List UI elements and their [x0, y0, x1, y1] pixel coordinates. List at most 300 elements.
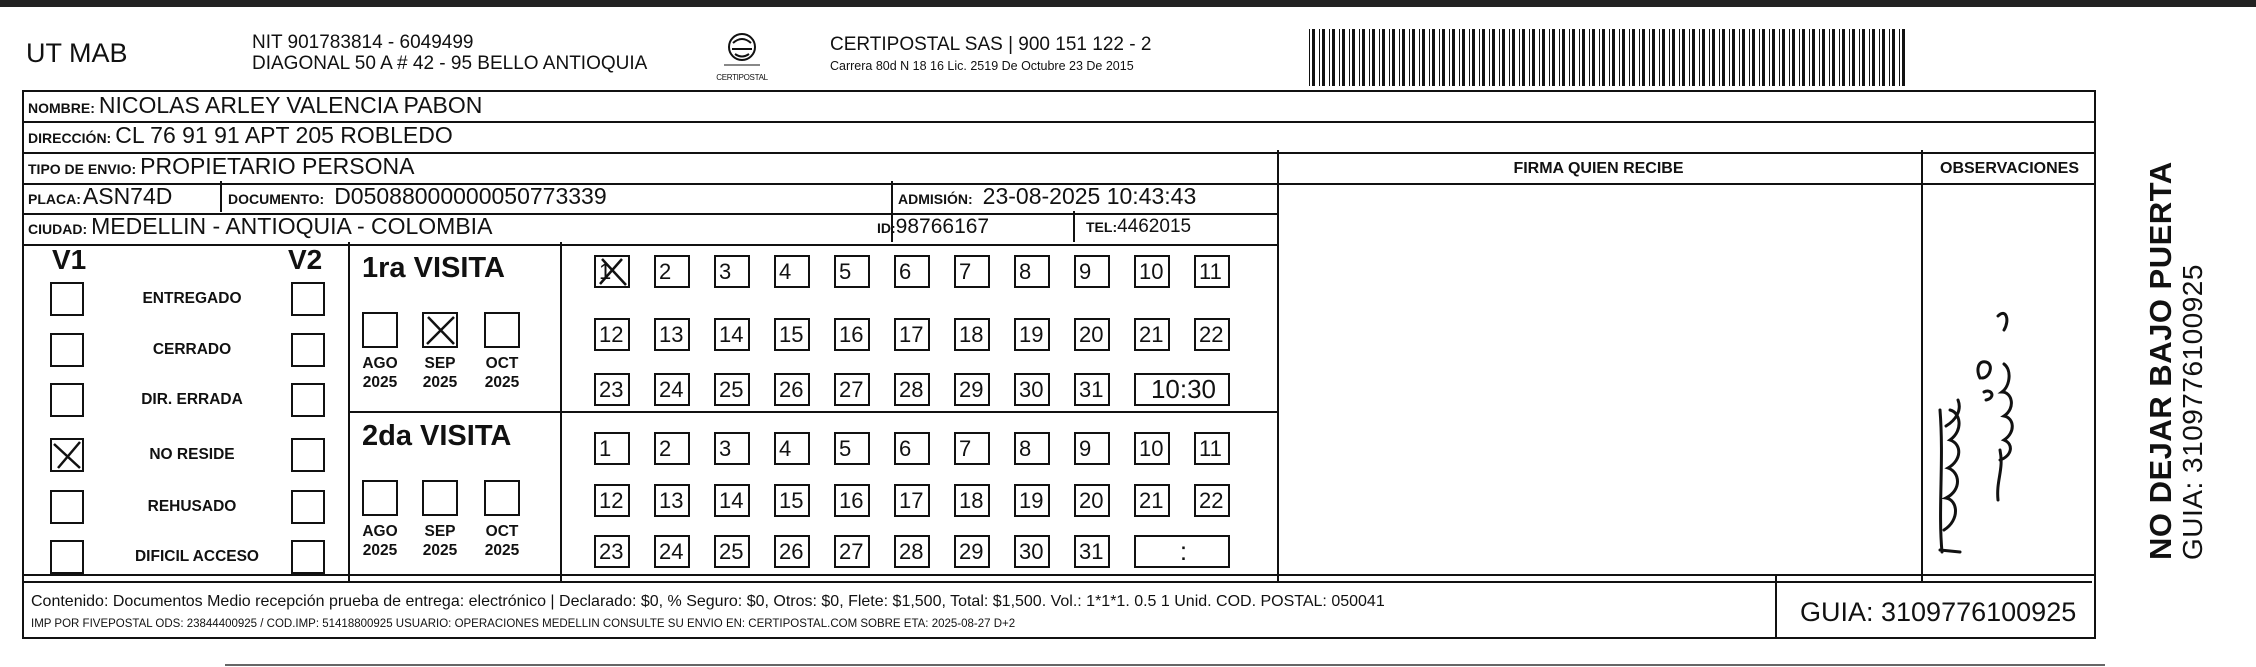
- barcode-bar: [1879, 29, 1880, 86]
- day-number: 19: [1019, 488, 1044, 513]
- status-label: ENTREGADO: [142, 290, 242, 307]
- day-number: 4: [779, 436, 792, 461]
- barcode-bar: [1379, 29, 1380, 86]
- barcode-bar: [1332, 29, 1335, 86]
- day-box[interactable]: [954, 484, 990, 517]
- day-box[interactable]: [654, 535, 690, 568]
- barcode-bar: [1762, 29, 1765, 86]
- barcode-bar: [1602, 29, 1605, 86]
- barcode-bar: [1412, 29, 1415, 86]
- second-visit-time[interactable]: :: [1134, 535, 1230, 568]
- day-number: 7: [959, 259, 972, 284]
- day-box[interactable]: [594, 255, 630, 288]
- day-box[interactable]: [834, 432, 870, 465]
- barcode-bar: [1702, 29, 1705, 86]
- barcode-bar: [1802, 29, 1805, 86]
- day-number: 1: [599, 436, 612, 461]
- day-box[interactable]: [834, 255, 870, 288]
- certipostal-logo: [712, 29, 772, 85]
- barcode-bar: [1622, 29, 1625, 86]
- day-box[interactable]: [954, 373, 990, 406]
- day-box[interactable]: [774, 535, 810, 568]
- day-number: 20: [1079, 488, 1104, 513]
- day-box[interactable]: [714, 255, 750, 288]
- day-number: 2: [659, 259, 672, 284]
- barcode-bar: [1752, 29, 1755, 86]
- day-box[interactable]: [894, 535, 930, 568]
- day-box[interactable]: [954, 535, 990, 568]
- barcode-bar: [1482, 29, 1485, 86]
- month-checkbox[interactable]: [422, 312, 458, 348]
- barcode-bar: [1449, 29, 1450, 86]
- v2-checkbox[interactable]: [291, 438, 325, 472]
- day-number: 29: [959, 539, 984, 564]
- day-box[interactable]: [1134, 255, 1170, 288]
- barcode-bar: [1392, 29, 1395, 86]
- barcode-bar: [1532, 29, 1535, 86]
- v2-label: V2: [288, 244, 323, 275]
- month-name: OCT: [485, 523, 519, 540]
- day-box[interactable]: [954, 318, 990, 351]
- day-number: 16: [839, 488, 864, 513]
- ciudad-value: MEDELLIN - ANTIOQUIA - COLOMBIA: [91, 213, 493, 239]
- barcode-bar: [1849, 29, 1850, 86]
- day-box[interactable]: [1074, 255, 1110, 288]
- day-number: 28: [899, 539, 924, 564]
- day-number: 24: [659, 377, 684, 402]
- day-box[interactable]: [1014, 255, 1050, 288]
- barcode-bar: [1542, 29, 1545, 86]
- barcode-bar: [1652, 29, 1655, 86]
- day-number: 7: [959, 436, 972, 461]
- barcode-bar: [1639, 29, 1640, 86]
- day-box[interactable]: [774, 318, 810, 351]
- day-box[interactable]: [594, 535, 630, 568]
- barcode-bar: [1529, 29, 1530, 86]
- bottom-rule: [225, 664, 2105, 666]
- observaciones-label: OBSERVACIONES: [1940, 160, 2079, 177]
- nombre-label: NOMBRE:: [28, 100, 95, 116]
- day-number: 29: [959, 377, 984, 402]
- barcode-bar: [1472, 29, 1475, 86]
- barcode-bar: [1759, 29, 1760, 86]
- day-box[interactable]: [1134, 484, 1170, 517]
- barcode-bar: [1552, 29, 1555, 86]
- day-box[interactable]: [1194, 484, 1230, 517]
- side-guia-text: GUIA: 3109776100925: [2177, 264, 2208, 560]
- day-number: 17: [899, 488, 924, 513]
- v2-checkbox[interactable]: [291, 490, 325, 524]
- company-info: [252, 32, 647, 74]
- carrier-name: CERTIPOSTAL SAS | 900 151 122 - 2: [830, 34, 1152, 55]
- day-number: 21: [1139, 322, 1164, 347]
- barcode-bar: [1619, 29, 1620, 86]
- day-number: 22: [1199, 488, 1224, 513]
- tel-value: 4462015: [1117, 216, 1192, 237]
- day-box[interactable]: [1134, 432, 1170, 465]
- barcode-bar: [1892, 29, 1895, 86]
- company-name: UT MAB: [26, 38, 128, 68]
- day-number: 13: [659, 322, 684, 347]
- status-label: NO RESIDE: [149, 446, 235, 463]
- first-visit-time[interactable]: 10:30: [1134, 373, 1230, 406]
- barcode-bar: [1572, 29, 1575, 86]
- day-box[interactable]: [654, 432, 690, 465]
- barcode-bar: [1829, 29, 1830, 86]
- month-checkbox[interactable]: [362, 312, 398, 348]
- day-box[interactable]: [654, 255, 690, 288]
- day-number: 30: [1019, 539, 1044, 564]
- direccion-label: DIRECCIÓN:: [28, 130, 112, 146]
- barcode-bar: [1869, 29, 1870, 86]
- barcode-bar: [1662, 29, 1665, 86]
- day-box[interactable]: [1194, 432, 1230, 465]
- day-number: 9: [1079, 259, 1092, 284]
- day-number: 23: [599, 539, 624, 564]
- barcode-bar: [1569, 29, 1570, 86]
- day-box[interactable]: [654, 318, 690, 351]
- month-checkbox[interactable]: [484, 312, 520, 348]
- day-box[interactable]: [714, 318, 750, 351]
- barcode-bar: [1789, 29, 1790, 86]
- barcode-bar: [1349, 29, 1350, 86]
- footer-guia: GUIA: 3109776100925: [1800, 597, 2077, 627]
- barcode-bar: [1599, 29, 1600, 86]
- barcode-bar: [1339, 29, 1340, 86]
- day-number: 16: [839, 322, 864, 347]
- day-number: 13: [659, 488, 684, 513]
- barcode: [1307, 29, 1910, 86]
- ciudad-label: CIUDAD:: [28, 221, 88, 237]
- barcode-bar: [1469, 29, 1470, 86]
- day-number: 9: [1079, 436, 1092, 461]
- day-number: 12: [599, 322, 624, 347]
- documento-value: D05088000000050773339: [334, 183, 607, 209]
- barcode-bar: [1452, 29, 1455, 86]
- barcode-bar: [1362, 29, 1365, 86]
- barcode-bar: [1889, 29, 1890, 86]
- barcode-bar: [1772, 29, 1775, 86]
- day-box[interactable]: [834, 535, 870, 568]
- barcode-bar: [1672, 29, 1675, 86]
- day-box[interactable]: [714, 535, 750, 568]
- day-number: 27: [839, 377, 864, 402]
- barcode-bar: [1489, 29, 1490, 86]
- day-number: 22: [1199, 322, 1224, 347]
- barcode-bar: [1319, 29, 1320, 86]
- nombre-value: NICOLAS ARLEY VALENCIA PABON: [98, 92, 483, 118]
- no-dejar-text: NO DEJAR BAJO PUERTA: [2143, 161, 2178, 560]
- day-number: 3: [719, 259, 732, 284]
- day-number: 15: [779, 488, 804, 513]
- barcode-bar: [1682, 29, 1685, 86]
- day-box[interactable]: [894, 373, 930, 406]
- day-box[interactable]: [774, 255, 810, 288]
- barcode-bar: [1739, 29, 1740, 86]
- day-number: 25: [719, 377, 744, 402]
- direccion-value: CL 76 91 91 APT 205 ROBLEDO: [115, 122, 453, 148]
- v1-checkbox[interactable]: [50, 282, 84, 316]
- month-name: OCT: [485, 355, 519, 372]
- barcode-bar: [1442, 29, 1445, 86]
- barcode-bar: [1629, 29, 1630, 86]
- day-number: 18: [959, 322, 984, 347]
- barcode-bar: [1839, 29, 1840, 86]
- v1-label: V1: [52, 244, 87, 275]
- month-checkbox[interactable]: [484, 480, 520, 516]
- v2-checkbox[interactable]: [291, 333, 325, 367]
- barcode-bar: [1712, 29, 1715, 86]
- month-year: 2025: [422, 542, 458, 559]
- company-address: DIAGONAL 50 A # 42 - 95 BELLO ANTIOQUIA: [252, 53, 648, 74]
- barcode-bar: [1492, 29, 1495, 86]
- firma-label: FIRMA QUIEN RECIBE: [1513, 160, 1684, 177]
- barcode-bar: [1369, 29, 1370, 86]
- day-number: 10: [1139, 436, 1164, 461]
- documento-label: DOCUMENTO:: [228, 191, 325, 207]
- barcode-bar: [1859, 29, 1860, 86]
- barcode-bar: [1499, 29, 1500, 86]
- barcode-bar: [1899, 29, 1900, 86]
- id-label: ID:: [877, 220, 896, 236]
- signature-handwriting: [1900, 260, 2030, 560]
- month-name: SEP: [424, 355, 456, 372]
- barcode-bar: [1699, 29, 1700, 86]
- day-box[interactable]: [594, 373, 630, 406]
- day-box[interactable]: [594, 318, 630, 351]
- barcode-bar: [1359, 29, 1360, 86]
- day-number: 3: [719, 436, 732, 461]
- day-box[interactable]: [894, 318, 930, 351]
- day-box[interactable]: [1194, 318, 1230, 351]
- barcode-bar: [1459, 29, 1460, 86]
- barcode-bar: [1509, 29, 1510, 86]
- barcode-bar: [1882, 29, 1885, 86]
- day-box[interactable]: [894, 255, 930, 288]
- day-number: 8: [1019, 259, 1032, 284]
- day-box[interactable]: [654, 373, 690, 406]
- barcode-bar: [1809, 29, 1810, 86]
- status-label: CERRADO: [152, 341, 232, 358]
- admision-label: ADMISIÓN:: [898, 191, 973, 207]
- barcode-bar: [1549, 29, 1550, 86]
- barcode-bar: [1689, 29, 1690, 86]
- barcode-bar: [1832, 29, 1835, 86]
- barcode-bar: [1852, 29, 1855, 86]
- day-box[interactable]: [1074, 432, 1110, 465]
- barcode-bar: [1439, 29, 1440, 86]
- day-box[interactable]: [714, 432, 750, 465]
- day-box[interactable]: [1014, 535, 1050, 568]
- tipo-envio-label: TIPO DE ENVIO:: [28, 161, 137, 177]
- placa-value: ASN74D: [82, 183, 173, 209]
- barcode-bar: [1579, 29, 1580, 86]
- footer-content: Contenido: Documentos Medio recepción prueba de entrega: electrónico | Declarado: $0, % Seguro: $0, Otros: $0, Flete: $1,500, Total: $1,500. Vol.: 1*1*1. 0.5 1 Unid. COD. POSTAL: 050041: [31, 593, 1385, 610]
- status-label: DIR. ERRADA: [141, 391, 243, 408]
- day-number: 4: [779, 259, 792, 284]
- day-box[interactable]: [1074, 318, 1110, 351]
- barcode-bar: [1372, 29, 1375, 86]
- day-number: 17: [899, 322, 924, 347]
- barcode-bar: [1649, 29, 1650, 86]
- day-number: 31: [1079, 539, 1104, 564]
- day-number: 1: [599, 259, 612, 284]
- tipo-envio-value: PROPIETARIO PERSONA: [140, 153, 415, 179]
- day-box[interactable]: [834, 373, 870, 406]
- barcode-bar: [1522, 29, 1525, 86]
- barcode-bar: [1419, 29, 1420, 86]
- barcode-bar: [1402, 29, 1405, 86]
- v1-checkbox[interactable]: [50, 438, 84, 472]
- day-box[interactable]: [1194, 255, 1230, 288]
- barcode-bar: [1862, 29, 1865, 86]
- top-border: [0, 0, 2256, 7]
- barcode-bar: [1669, 29, 1670, 86]
- day-number: 14: [719, 322, 744, 347]
- barcode-bar: [1309, 29, 1310, 86]
- footer-print-info: IMP POR FIVEPOSTAL ODS: 23844400925 / COD.IMP: 51418800925 USUARIO: OPERACIONES MEDELLIN CONSULTE SU ENVIO EN: CERTIPOSTAL.COM SOBRE ETA: 2025-08-27 D+2: [31, 618, 1016, 630]
- month-year: 2025: [362, 542, 398, 559]
- day-box[interactable]: [1014, 432, 1050, 465]
- day-number: 26: [779, 539, 804, 564]
- logo-text: CERTIPOSTAL: [716, 73, 768, 82]
- day-box[interactable]: [1074, 484, 1110, 517]
- day-box[interactable]: [954, 432, 990, 465]
- company-nit: NIT 901783814 - 6049499: [252, 32, 474, 53]
- day-number: 6: [899, 436, 912, 461]
- barcode-bar: [1539, 29, 1540, 86]
- day-box[interactable]: [894, 432, 930, 465]
- day-box[interactable]: [714, 484, 750, 517]
- day-number: 2: [659, 436, 672, 461]
- v1-checkbox[interactable]: [50, 383, 84, 417]
- barcode-bar: [1462, 29, 1465, 86]
- day-box[interactable]: [654, 484, 690, 517]
- barcode-bar: [1592, 29, 1595, 86]
- v1-checkbox[interactable]: [50, 540, 84, 574]
- barcode-bar: [1779, 29, 1780, 86]
- barcode-bar: [1792, 29, 1795, 86]
- barcode-bar: [1612, 29, 1615, 86]
- day-number: 21: [1139, 488, 1164, 513]
- day-box[interactable]: [1014, 484, 1050, 517]
- month-year: 2025: [484, 374, 520, 391]
- v1-checkbox[interactable]: [50, 490, 84, 524]
- day-number: 19: [1019, 322, 1044, 347]
- day-box[interactable]: [1134, 318, 1170, 351]
- barcode-bar: [1432, 29, 1435, 86]
- day-box[interactable]: [834, 318, 870, 351]
- barcode-bar: [1329, 29, 1330, 86]
- first-visit-title: 1ra VISITA: [362, 252, 505, 284]
- barcode-bar: [1732, 29, 1735, 86]
- day-box[interactable]: [774, 484, 810, 517]
- barcode-bar: [1589, 29, 1590, 86]
- barcode-bar: [1659, 29, 1660, 86]
- barcode-bar: [1559, 29, 1560, 86]
- day-box[interactable]: [1014, 318, 1050, 351]
- barcode-bar: [1742, 29, 1745, 86]
- day-number: 8: [1019, 436, 1032, 461]
- day-box[interactable]: [774, 373, 810, 406]
- barcode-bar: [1812, 29, 1815, 86]
- day-box[interactable]: [1014, 373, 1050, 406]
- v1-checkbox[interactable]: [50, 333, 84, 367]
- month-year: 2025: [422, 374, 458, 391]
- second-visit-title: 2da VISITA: [362, 420, 512, 452]
- day-number: 5: [839, 259, 852, 284]
- barcode-bar: [1609, 29, 1610, 86]
- day-number: 30: [1019, 377, 1044, 402]
- day-number: 25: [719, 539, 744, 564]
- day-number: 20: [1079, 322, 1104, 347]
- day-number: 10: [1139, 259, 1164, 284]
- month-year: 2025: [484, 542, 520, 559]
- day-box[interactable]: [714, 373, 750, 406]
- barcode-bar: [1409, 29, 1410, 86]
- barcode-bar: [1729, 29, 1730, 86]
- day-number: 14: [719, 488, 744, 513]
- day-number: 28: [899, 377, 924, 402]
- day-number: 31: [1079, 377, 1104, 402]
- barcode-bar: [1819, 29, 1820, 86]
- day-number: 11: [1199, 259, 1222, 284]
- day-box[interactable]: [834, 484, 870, 517]
- v2-checkbox[interactable]: [291, 282, 325, 316]
- month-checkbox[interactable]: [362, 480, 398, 516]
- day-number: 26: [779, 377, 804, 402]
- day-number: 24: [659, 539, 684, 564]
- day-box[interactable]: [894, 484, 930, 517]
- status-label: REHUSADO: [147, 498, 237, 515]
- barcode-bar: [1872, 29, 1875, 86]
- v2-checkbox[interactable]: [291, 540, 325, 574]
- barcode-bar: [1902, 29, 1905, 86]
- day-box[interactable]: [594, 432, 630, 465]
- carrier-address: Carrera 80d N 18 16 Lic. 2519 De Octubre 23 De 2015: [830, 59, 1134, 73]
- day-box[interactable]: [954, 255, 990, 288]
- day-number: 15: [779, 322, 804, 347]
- day-box[interactable]: [594, 484, 630, 517]
- barcode-bar: [1769, 29, 1770, 86]
- v2-checkbox[interactable]: [291, 383, 325, 417]
- placa-label: PLACA:: [28, 191, 81, 207]
- barcode-bar: [1382, 29, 1385, 86]
- day-box[interactable]: [1074, 373, 1110, 406]
- guia-divider: [1775, 576, 1777, 639]
- day-box[interactable]: [1074, 535, 1110, 568]
- day-check-mark: [596, 257, 628, 293]
- barcode-bar: [1719, 29, 1720, 86]
- tel-label: TEL:: [1086, 219, 1118, 235]
- status-label: DIFICIL ACCESO: [134, 548, 259, 565]
- month-checkbox[interactable]: [422, 480, 458, 516]
- day-number: 6: [899, 259, 912, 284]
- day-box[interactable]: [774, 432, 810, 465]
- barcode-bar: [1642, 29, 1645, 86]
- barcode-bar: [1822, 29, 1825, 86]
- barcode-bar: [1842, 29, 1845, 86]
- barcode-bar: [1389, 29, 1390, 86]
- barcode-bar: [1632, 29, 1635, 86]
- barcode-bar: [1352, 29, 1355, 86]
- barcode-bar: [1429, 29, 1430, 86]
- barcode-bar: [1679, 29, 1680, 86]
- barcode-bar: [1582, 29, 1585, 86]
- barcode-bar: [1692, 29, 1695, 86]
- day-number: 18: [959, 488, 984, 513]
- barcode-bar: [1312, 29, 1315, 86]
